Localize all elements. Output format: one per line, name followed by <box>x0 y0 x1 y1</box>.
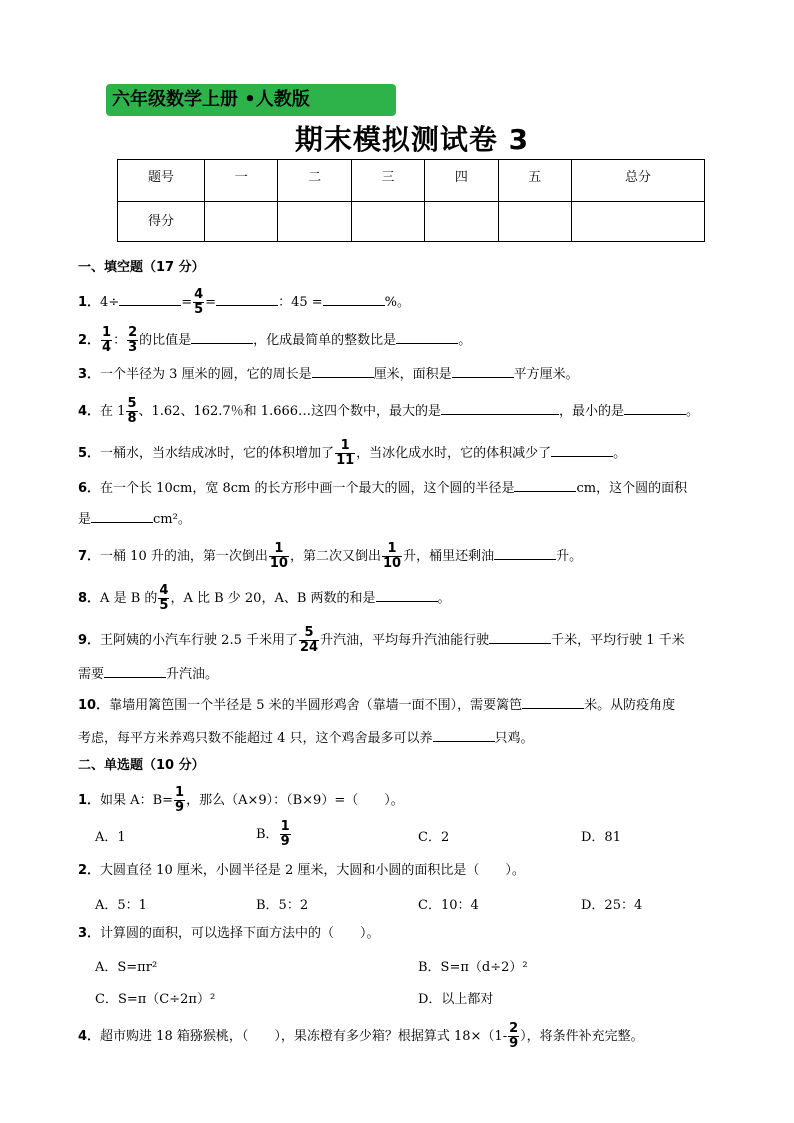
question-number: 7． <box>78 549 101 564</box>
score-header-cell: 题号 <box>118 160 205 202</box>
answer-blank[interactable] <box>433 727 495 742</box>
option-a[interactable]: A．5：1 <box>95 898 147 913</box>
question-1-5: 5．一桶水，当水结成冰时，它的体积增加了 $\frac{1}{11}$ ，当冰化成水时，它的体积减少了 。 <box>78 438 627 468</box>
option-a[interactable]: A．1 <box>95 830 126 845</box>
question-number: 2． <box>78 863 101 878</box>
answer-blank[interactable] <box>119 291 181 306</box>
answer-blank[interactable] <box>216 291 278 306</box>
fraction: $\frac{1}{10}$ <box>269 541 288 571</box>
fraction: $\frac{2}{3}$ <box>128 325 138 355</box>
page-title: 期末模拟测试卷 3 <box>294 123 530 156</box>
score-header-cell: 四 <box>425 160 498 202</box>
option-c[interactable]: C．2 <box>418 830 450 845</box>
score-table-score-row <box>118 202 705 242</box>
answer-blank[interactable] <box>514 477 576 492</box>
answer-blank[interactable] <box>441 400 559 415</box>
score-cell[interactable] <box>498 202 571 242</box>
question-1-9: 9．王阿姨的小汽车行驶 2.5 千米用了 $\frac{5}{24}$ 升汽油，平均每升汽油能行驶 千米，平均行驶 1 千米 <box>78 625 685 655</box>
question-number: 1． <box>78 295 101 310</box>
answer-blank[interactable] <box>91 508 153 523</box>
answer-blank[interactable] <box>551 442 613 457</box>
question-1-6: 6．在一个长 10cm，宽 8cm 的长方形中画一个最大的圆，这个圆的半径是 cm，这个圆的面积 <box>78 477 734 499</box>
question-2-1: 1．如果 A：B= $\frac{1}{9}$ ，那么（A×9）：（B×9）=（ ）。 <box>78 785 404 815</box>
score-header-cell: 二 <box>278 160 351 202</box>
score-cell[interactable] <box>571 202 704 242</box>
grade-badge: 六年级数学上册 •人教版 <box>106 84 396 116</box>
question-1-10-cont: 考虑，每平方米养鸡只数不能超过 4 只，这个鸡舍最多可以养 只鸡。 <box>78 727 734 749</box>
answer-blank[interactable] <box>376 587 438 602</box>
answer-blank[interactable] <box>494 545 556 560</box>
answer-blank[interactable] <box>624 400 686 415</box>
answer-blank[interactable] <box>489 629 551 644</box>
answer-blank[interactable] <box>396 329 458 344</box>
question-2-3: 3．计算圆的面积，可以选择下面方法中的（ ）。 <box>78 926 380 941</box>
answer-blank[interactable] <box>312 363 374 378</box>
score-row-label: 得分 <box>118 202 205 242</box>
score-table <box>117 159 705 242</box>
fraction: $\frac{4}{5}$ <box>194 287 204 317</box>
answer-blank[interactable] <box>452 363 514 378</box>
option-c[interactable]: C．10：4 <box>418 898 479 913</box>
score-cell[interactable] <box>351 202 424 242</box>
option-d[interactable]: D．81 <box>581 830 621 845</box>
score-header-cell: 五 <box>498 160 571 202</box>
question-1-1: 1．4÷ = $\frac{4}{5}$ = ：45 = %。 <box>78 287 411 317</box>
fraction: $\frac{1}{4}$ <box>102 325 112 355</box>
question-number: 4． <box>78 1029 101 1044</box>
question-1-2: 2． $\frac{1}{4}$ ： $\frac{2}{3}$ 的比值是 ，化成最简单的整数比是 。 <box>78 325 472 355</box>
section-heading-single-choice: 二、单选题（10 分） <box>78 758 205 773</box>
question-number: 3． <box>78 926 101 941</box>
question-1-7: 7．一桶 10 升的油，第一次倒出 $\frac{1}{10}$ ，第二次又倒出 $\frac{1}{10}$ 升，桶里还剩油 升。 <box>78 541 583 571</box>
question-1-8: 8．A 是 B 的 $\frac{4}{5}$ ，A 比 B 少 20，A、B 两数的和是 。 <box>78 583 451 613</box>
question-number: 5． <box>78 446 101 461</box>
question-1-10: 10．靠墙用篱笆围一个半径是 5 米的半圆形鸡舍（靠墙一面不围），需要篱笆 米。从防疫角度 <box>78 694 734 716</box>
fraction: $\frac{1}{11}$ <box>336 438 355 468</box>
option-d[interactable]: D．以上都对 <box>418 992 494 1007</box>
option-b[interactable]: B．S=π（d÷2）² <box>418 960 528 975</box>
question-number: 4． <box>78 404 101 419</box>
score-cell[interactable] <box>278 202 351 242</box>
fraction: $\frac{2}{9}$ <box>509 1021 519 1051</box>
question-2-4: 4．超市购进 18 箱猕猴桃，（ ），果冻橙有多少箱？根据算式 18×（1- $\frac{2}{9}$ ），将条件补充完整。 <box>78 1021 644 1051</box>
score-cell[interactable] <box>425 202 498 242</box>
question-number: 3． <box>78 367 101 382</box>
question-number: 10． <box>78 698 110 713</box>
fraction: $\frac{5}{24}$ <box>300 625 319 655</box>
score-table-header-row <box>118 160 705 202</box>
fraction: $\frac{1}{9}$ <box>280 819 290 849</box>
score-header-cell: 三 <box>351 160 424 202</box>
option-a[interactable]: A．S=πr² <box>95 960 158 975</box>
score-cell[interactable] <box>205 202 278 242</box>
option-b[interactable]: B．5：2 <box>256 898 309 913</box>
option-b[interactable]: B． $\frac{1}{9}$ <box>256 819 290 849</box>
question-number: 1． <box>78 793 101 808</box>
question-2-2: 2．大圆直径 10 厘米，小圆半径是 2 厘米，大圆和小圆的面积比是（ ）。 <box>78 863 525 878</box>
question-number: 6． <box>78 481 101 496</box>
question-1-4: 4．在 1 $\frac{5}{8}$ 、1.62、162.7％和 1.666…这四个数中，最大的是 ，最小的是 。 <box>78 396 700 426</box>
question-number: 2． <box>78 333 101 348</box>
answer-blank[interactable] <box>104 663 166 678</box>
option-d[interactable]: D．25：4 <box>581 898 643 913</box>
answer-blank[interactable] <box>323 291 385 306</box>
answer-blank[interactable] <box>191 329 253 344</box>
score-header-cell: 一 <box>205 160 278 202</box>
section-heading-fill-blank: 一、填空题（17 分） <box>78 260 205 275</box>
question-1-3: 3．一个半径为 3 厘米的圆，它的周长是 厘米，面积是 平方厘米。 <box>78 363 734 385</box>
question-1-6-cont: 是 cm²。 <box>78 508 734 530</box>
score-header-cell: 总分 <box>571 160 704 202</box>
fraction: $\frac{5}{8}$ <box>127 396 137 426</box>
fraction: $\frac{1}{9}$ <box>175 785 185 815</box>
question-1-9-cont: 需要 升汽油。 <box>78 663 734 685</box>
question-number: 9． <box>78 633 101 648</box>
question-number: 8． <box>78 591 101 606</box>
answer-blank[interactable] <box>522 694 584 709</box>
fraction: $\frac{4}{5}$ <box>159 583 169 613</box>
fraction: $\frac{1}{10}$ <box>382 541 402 571</box>
option-c[interactable]: C．S=π（C÷2π）² <box>95 992 216 1007</box>
